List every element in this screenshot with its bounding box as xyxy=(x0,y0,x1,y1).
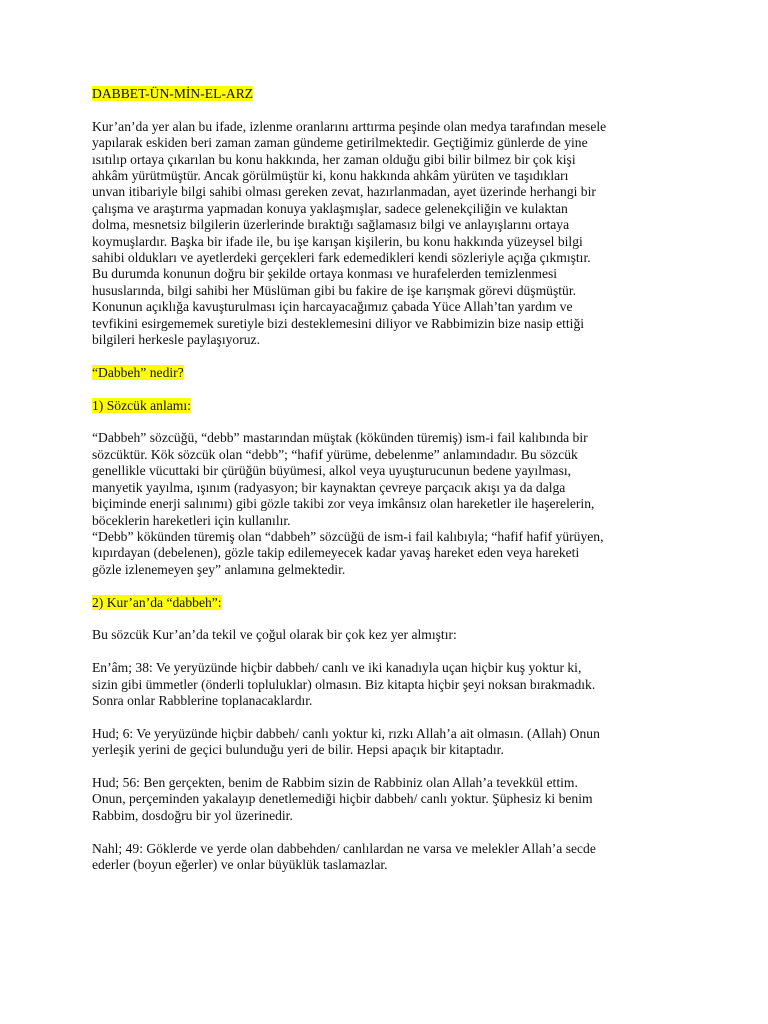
sozcuk-line: biçiminde enerji salınımı) gibi gözle takibi zor veya imkânsız olan hareketler ile haşerelerin, xyxy=(92,496,595,512)
sozcuk-line: “Dabbeh” sözcüğü, “debb” mastarından müştak (kökünden türemiş) ism-i fail kalıbında bir xyxy=(92,430,588,446)
intro-line: ahkâm yürütmüştür. Ancak görülmüştür ki, konu hakkında ahkâm yürüten ve taşıdıkları xyxy=(92,168,569,184)
kuran-intro-paragraph xyxy=(92,627,712,643)
intro-line: ısıtılıp ortaya çıkarılan bu konu hakkında, her zaman olduğu gibi bilir bilmez bir çok kişi xyxy=(92,151,576,167)
intro-line: dolma, mesnetsiz bilgilerin üzerlerinde bıraktığı sağlamasız bilgi ve anlayışlarını ortaya xyxy=(92,217,570,233)
intro-line: Bu durumda konunun doğru bir şekilde ortaya konması ve hurafelerden temizlenmesi xyxy=(92,266,558,282)
sozcuk-line: genellikle vücuttaki bir çürüğün büyümesi, alkol veya uyuşturucunun bedene yayılması, xyxy=(92,463,572,479)
verse-line: sizin gibi ümmetler (önderli topluluklar) olmasın. Biz kitapta hiçbir şeyi noksan bırakmadık. xyxy=(92,676,596,692)
document-body xyxy=(92,86,712,890)
sozcuk-line: “Debb” kökünden türemiş olan “dabbeh” sözcüğü de ism-i fail kalıbıyla; “hafif hafif yürüyen, xyxy=(92,528,604,544)
intro-line: hususlarında, bilgi sahibi her Müslüman gibi bu fakire de işe karışmak görevi düşmüştür. xyxy=(92,282,577,298)
section-heading-sozcuk: 1) Sözcük anlamı: xyxy=(92,397,191,413)
section-heading-dabbeh: “Dabbeh” nedir? xyxy=(92,364,184,380)
verse-line: Nahl; 49: Göklerde ve yerde olan dabbehden/ canlılardan ne varsa ve melekler Allah’a secde xyxy=(92,840,596,856)
section-heading-kuran: 2) Kur’an’da “dabbeh”: xyxy=(92,594,222,610)
intro-line: yapılarak eskiden beri zaman zaman gündeme getirilmektedir. Geçtiğimiz günlerde de yine xyxy=(92,135,588,151)
intro-line: bilgileri herkesle paylaşıyoruz. xyxy=(92,332,260,348)
kuran-heading-paragraph xyxy=(92,595,712,611)
verse-hud-6 xyxy=(92,726,712,759)
sozcuk-line: böceklerin hareketleri için kullanılır. xyxy=(92,512,291,528)
verse-line: Hud; 56: Ben gerçekten, benim de Rabbim sizin de Rabbiniz olan Allah’a tevekkül ettim. xyxy=(92,774,578,790)
intro-line: koymuşlardır. Başka bir ifade ile, bu işe karışan kişilerin, bu konu hakkında yüzeysel bilgi xyxy=(92,233,583,249)
intro-line: Konunun açıklığa kavuşturulması için harcayacağımız çabada Yüce Allah’tan yardım ve xyxy=(92,299,573,315)
intro-line: tevfikini esirgememek suretiyle bizi desteklemesini diliyor ve Rabbimizin bize nasip ettiği xyxy=(92,315,585,331)
verse-line: Hud; 6: Ve yeryüzünde hiçbir dabbeh/ canlı yoktur ki, rızkı Allah’a ait olmasın. (Allah) Onun xyxy=(92,725,600,741)
verse-line: En’âm; 38: Ve yeryüzünde hiçbir dabbeh/ canlı ve iki kanadıyla uçan hiçbir kuş yoktur ki, xyxy=(92,660,582,676)
verse-line: ederler (boyun eğerler) ve onlar büyüklük taslamazlar. xyxy=(92,856,388,872)
intro-line: unvan itibariyle bilgi sahibi olması gereken zevat, hazırlanmadan, ayet üzerinde herhangi bir xyxy=(92,184,596,200)
sozcuk-line: manyetik yayılma, ışınım (radyasyon; bir kaynaktan çevreye parçacık akışı ya da dalga xyxy=(92,479,566,495)
sozcuk-line: sözcüktür. Kök sözcük olan “debb”; “hafif yürüme, debelenme” anlamındadır. Bu sözcük xyxy=(92,446,578,462)
sozcuk-paragraph xyxy=(92,430,712,578)
verse-line: Sonra onlar Rabblerine toplanacaklardır. xyxy=(92,692,313,708)
sozcuk-line: kıpırdayan (debelenen), gözle takip edilemeyecek kadar yavaş hareket eden veya hareketi xyxy=(92,545,580,561)
intro-line: çalışma ve araştırma yapmadan konuya yaklaşmışlar, sadece gelenekçiliğin ve kulaktan xyxy=(92,200,568,216)
document-title: DABBET-ÜN-MİN-EL-ARZ xyxy=(92,86,254,101)
verse-line: Rabbim, dosdoğru bir yol üzerinedir. xyxy=(92,807,293,823)
verse-nahl-49 xyxy=(92,841,712,874)
kuran-intro-text: Bu sözcük Kur’an’da tekil ve çoğul olarak bir çok kez yer almıştır: xyxy=(92,627,457,643)
sozcuk-line: gözle izlenemeyen şey” anlamına gelmektedir. xyxy=(92,561,346,577)
intro-line: Kur’an’da yer alan bu ifade, izlenme oranlarını arttırma peşinde olan medya tarafından mesele xyxy=(92,118,607,134)
title-paragraph xyxy=(92,86,712,102)
dabbeh-heading-paragraph xyxy=(92,365,712,381)
verse-enam-38 xyxy=(92,660,712,709)
intro-line: sahibi oldukları ve ayetlerdeki gerçekleri fark edemedikleri kendi sözleriyle açığa çıkmıştır. xyxy=(92,250,591,266)
sozcuk-heading-paragraph xyxy=(92,398,712,414)
verse-line: Onun, perçeminden yakalayıp denetlemediği hiçbir dabbeh/ canlı yoktur. Şüphesiz ki benim xyxy=(92,791,593,807)
verse-line: yerleşik yerini de geçici bulunduğu yeri de bilir. Hepsi apaçık bir kitaptadır. xyxy=(92,742,504,758)
verse-hud-56 xyxy=(92,775,712,824)
intro-paragraph xyxy=(92,119,712,349)
